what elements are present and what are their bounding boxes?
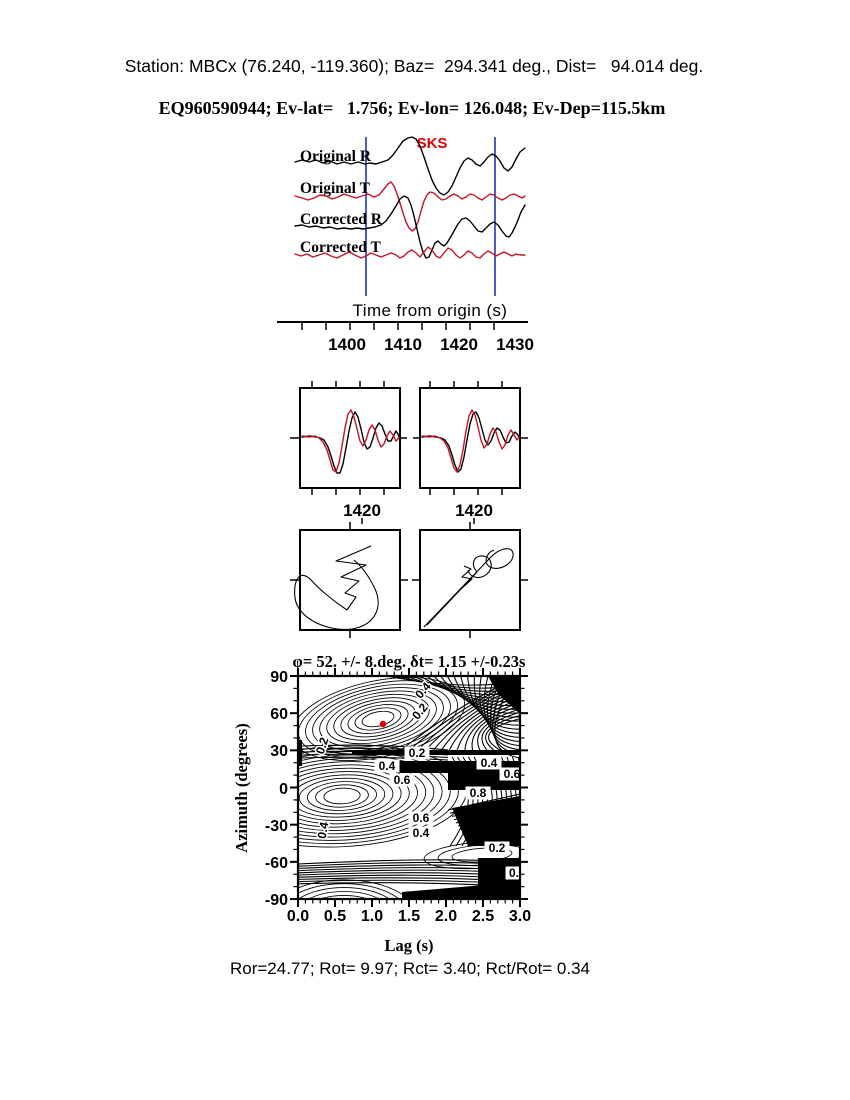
contour-line	[353, 704, 403, 734]
contour-inline-label	[405, 746, 430, 760]
comparison-box-right	[420, 388, 520, 488]
xtick-05: 0.5	[323, 908, 347, 925]
ytick-30: 30	[270, 743, 288, 760]
contour-label-text: 0.8	[469, 786, 487, 800]
xtick-0: 0.0	[286, 908, 310, 925]
comparison-boxes	[290, 381, 528, 524]
contour-label-text: 0.2	[488, 841, 506, 855]
contour-label-text: 0.2	[408, 746, 426, 760]
particle-motion-boxes	[290, 522, 528, 638]
contour-label-text: 0.2	[409, 700, 431, 723]
contour-title: φ= 52. +/- 8.deg. δt= 1.15 +/-0.23s	[292, 652, 526, 671]
ytick-neg30: -30	[264, 818, 288, 835]
xtick-20: 2.0	[434, 908, 458, 925]
time-tick-1400: 1400	[328, 335, 366, 354]
contour-inline-label	[477, 756, 502, 770]
ratio-stats-line: Ror=24.77; Rot= 9.97; Rct= 3.40; Rct/Rot= 0.34	[229, 959, 591, 978]
comparison-left-red	[302, 410, 399, 472]
contour-inline-label	[375, 759, 400, 773]
time-tick-1420: 1420	[440, 335, 478, 354]
particle-motion-right-path	[424, 549, 513, 627]
contour-xlabel: Lag (s)	[384, 936, 434, 955]
contour-label-text: 0.4	[412, 826, 430, 840]
contour-inline-label	[485, 841, 510, 855]
station-title: Station: MBCx (76.240, -119.360); Baz= 294.341 deg., Dist= 94.014 deg.	[124, 56, 704, 76]
comparison-right-tick-label: 1420	[455, 501, 493, 520]
contour-label-text: 0.6	[393, 773, 411, 787]
time-tick-1430: 1430	[496, 335, 534, 354]
comparison-box-left	[300, 388, 400, 488]
contour-label-text: 0.6	[503, 767, 521, 781]
xtick-15: 1.5	[397, 908, 421, 925]
ytick-0: 0	[279, 781, 288, 798]
event-title: EQ960590944; Ev-lat= 1.756; Ev-lon= 126.048; Ev-Dep=115.5km	[158, 98, 666, 118]
comparison-left-tick-label: 1420	[343, 501, 381, 520]
trace-label-original-t: Original T	[300, 180, 370, 197]
contour-line	[315, 784, 369, 809]
time-axis-title: Time from origin (s)	[352, 301, 508, 320]
ytick-90: 90	[270, 669, 288, 686]
contour-label-text: 0.4	[412, 679, 434, 702]
time-axis-ticks	[302, 322, 494, 330]
contour-label-text: 0.6	[412, 811, 430, 825]
contour-line	[298, 776, 385, 816]
contour-inline-label	[466, 786, 491, 800]
contour-label-text: 0.4	[378, 759, 396, 773]
xtick-30: 3.0	[508, 908, 532, 925]
ytick-60: 60	[270, 706, 288, 723]
contour-inline-label	[409, 826, 434, 840]
contour-label-text: 0.4	[314, 820, 332, 840]
contour-panel	[215, 652, 541, 955]
contour-label-text: 0.2	[312, 735, 332, 756]
contour-inline-label	[409, 811, 434, 825]
particle-box-ticks	[290, 522, 528, 638]
contour-ylabel: Azimuth (degrees)	[232, 723, 251, 853]
contour-label-text: 0.	[508, 866, 520, 880]
ytick-neg60: -60	[264, 855, 288, 872]
xtick-10: 1.0	[360, 908, 384, 925]
xtick-25: 2.5	[471, 908, 495, 925]
contour-inline-label	[390, 773, 415, 787]
phase-label-sks: SKS	[416, 135, 448, 152]
trace-label-corrected-r: Corrected R	[300, 211, 382, 228]
contour-line	[323, 787, 360, 804]
contour-dense-band	[352, 750, 520, 755]
contour-label-text: 0.4	[480, 756, 498, 770]
contour-line	[290, 772, 394, 819]
ytick-neg90: -90	[264, 892, 288, 909]
comparison-right-black	[422, 412, 519, 472]
trace-label-original-r: Original R	[300, 148, 372, 165]
contour-inline-label	[315, 821, 332, 840]
time-tick-1410: 1410	[384, 335, 422, 354]
trace-label-corrected-t: Corrected T	[300, 239, 381, 256]
best-fit-dot	[380, 721, 386, 727]
waveform-panel	[277, 135, 534, 354]
particle-motion-left-path	[295, 546, 379, 629]
particle-box-left	[300, 530, 400, 630]
